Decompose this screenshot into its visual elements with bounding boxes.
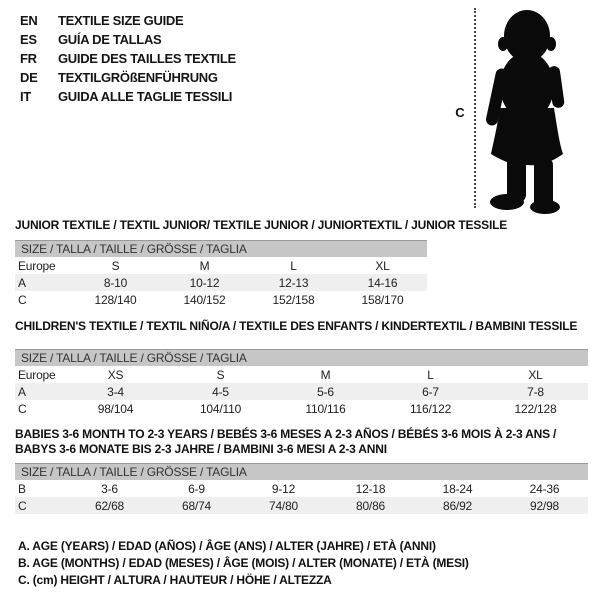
footnote-line-1: B. AGE (MONTHS) / EDAD (MESES) / ÂGE (MOIS) / ALTER (MONATE) / ETÀ (MESI) [18, 556, 469, 570]
table-row-a [15, 274, 427, 291]
column-header: XL [528, 367, 543, 382]
table-cell: 98/104 [97, 401, 134, 416]
size-bar-label: SIZE / TALLA / TAILLE / GRÖSSE / TAGLIA [15, 464, 588, 481]
table-cell: 158/170 [361, 292, 404, 307]
table-cell: 7-8 [483, 383, 588, 400]
row-label: B [18, 481, 26, 496]
size-bar-row [15, 241, 427, 258]
language-row-fr [20, 49, 236, 68]
table-cell: 14-16 [338, 274, 427, 291]
section-title: CHILDREN'S TEXTILE / TEXTIL NIÑO/A / TEXTILE DES ENFANTS / KINDERTEXTIL / BAMBINI TESSILE [15, 319, 578, 333]
language-row-de [20, 68, 236, 87]
language-row-it [20, 87, 236, 106]
table-cell: 140/152 [183, 292, 226, 307]
size-table [15, 463, 588, 514]
table-row-b [15, 480, 588, 497]
column-header: S [111, 258, 120, 273]
language-title: TEXTILE SIZE GUIDE [58, 13, 184, 28]
table-cell: 152/158 [272, 292, 315, 307]
column-header: L [290, 258, 297, 273]
language-header [20, 11, 236, 106]
height-dotted-line [474, 8, 476, 208]
table-cell: 80/86 [327, 497, 414, 514]
language-title: GUIDE DES TAILLES TEXTILE [58, 51, 236, 66]
table-cell: 24-36 [529, 481, 560, 496]
footnote-line-0: A. AGE (YEARS) / EDAD (AÑOS) / ÂGE (ANS) / ALTER (JAHRE) / ETÀ (ANNI) [18, 539, 436, 553]
table-row-c [15, 291, 427, 308]
language-row-es [20, 30, 236, 49]
size-bar-row [15, 350, 588, 367]
table-cell: 62/68 [66, 497, 153, 514]
language-title: GUIDA ALLE TAGLIE TESSILI [58, 89, 233, 104]
table-cell: 122/128 [514, 401, 557, 416]
size-bar-label: SIZE / TALLA / TAILLE / GRÖSSE / TAGLIA [15, 241, 427, 258]
table-cell: 3-4 [63, 383, 168, 400]
table-cell: 3-6 [101, 481, 118, 496]
table-cell: 116/122 [409, 401, 452, 416]
size-table [15, 349, 588, 417]
table-cell: 6-9 [188, 481, 205, 496]
table-row-a [15, 383, 588, 400]
table-cell: 9-12 [271, 481, 296, 496]
section-title: BABYS 3-6 MONATE BIS 2-3 JAHRE / BAMBINI 3-6 MESI A 2-3 ANNI [15, 442, 387, 456]
table-cell: 128/140 [94, 292, 137, 307]
table-cell: 6-7 [378, 383, 483, 400]
language-code: FR [20, 51, 37, 66]
footnotes [18, 538, 469, 589]
language-title: GUÍA DE TALLAS [58, 32, 162, 47]
size-guide-section-1 [15, 318, 588, 417]
column-header: M [320, 367, 331, 382]
table-cell: 92/98 [501, 497, 588, 514]
column-header: M [199, 258, 210, 273]
table-cell: 18-24 [442, 481, 473, 496]
size-bar-label: SIZE / TALLA / TAILLE / GRÖSSE / TAGLIA [15, 350, 588, 367]
table-cell: 110/116 [305, 401, 346, 416]
table-cell: 74/80 [240, 497, 327, 514]
row-label: C [15, 497, 66, 514]
language-code: IT [20, 89, 31, 104]
size-table [15, 240, 427, 308]
table-cell: 86/92 [414, 497, 501, 514]
column-header: S [216, 367, 225, 382]
row-label: A [15, 383, 63, 400]
table-cell: 5-6 [273, 383, 378, 400]
language-code: EN [20, 13, 38, 28]
language-code: DE [20, 70, 38, 85]
row-label: C [18, 401, 27, 416]
column-header: XL [375, 258, 390, 273]
table-cell: 4-5 [168, 383, 273, 400]
column-header: Europe [18, 258, 56, 273]
language-title: TEXTILGRÖßENFÜHRUNG [58, 70, 218, 85]
section-title: BABIES 3-6 MONTH TO 2-3 YEARS / BEBÉS 3-6 MESES A 2-3 AÑOS / BÉBÉS 3-6 MOIS À 2-3 ANS / [15, 427, 557, 441]
size-bar-row [15, 464, 588, 481]
language-code: ES [20, 32, 37, 47]
column-header-row [15, 257, 427, 274]
column-header: XS [107, 367, 124, 382]
table-cell: 12-13 [249, 274, 338, 291]
language-row-en [20, 11, 236, 30]
column-header: Europe [18, 367, 56, 382]
row-label: C [18, 292, 27, 307]
toddler-silhouette-icon [483, 6, 575, 214]
table-cell: 68/74 [153, 497, 240, 514]
size-guide-section-0 [15, 217, 508, 308]
table-row-c [15, 497, 588, 514]
table-cell: 10-12 [160, 274, 249, 291]
table-cell: 12-18 [355, 481, 386, 496]
section-title: JUNIOR TEXTILE / TEXTIL JUNIOR/ TEXTILE JUNIOR / JUNIORTEXTIL / JUNIOR TESSILE [15, 218, 508, 232]
column-header: L [427, 367, 434, 382]
height-measure-label: C [455, 105, 465, 120]
table-cell: 104/110 [199, 401, 242, 416]
row-label: A [15, 274, 71, 291]
table-cell: 8-10 [71, 274, 160, 291]
footnote-line-2: C. (cm) HEIGHT / ALTURA / HAUTEUR / HÖHE / ALTEZZA [18, 573, 332, 587]
column-header-row [15, 366, 588, 383]
size-guide-section-2 [15, 427, 588, 514]
table-row-c [15, 400, 588, 417]
